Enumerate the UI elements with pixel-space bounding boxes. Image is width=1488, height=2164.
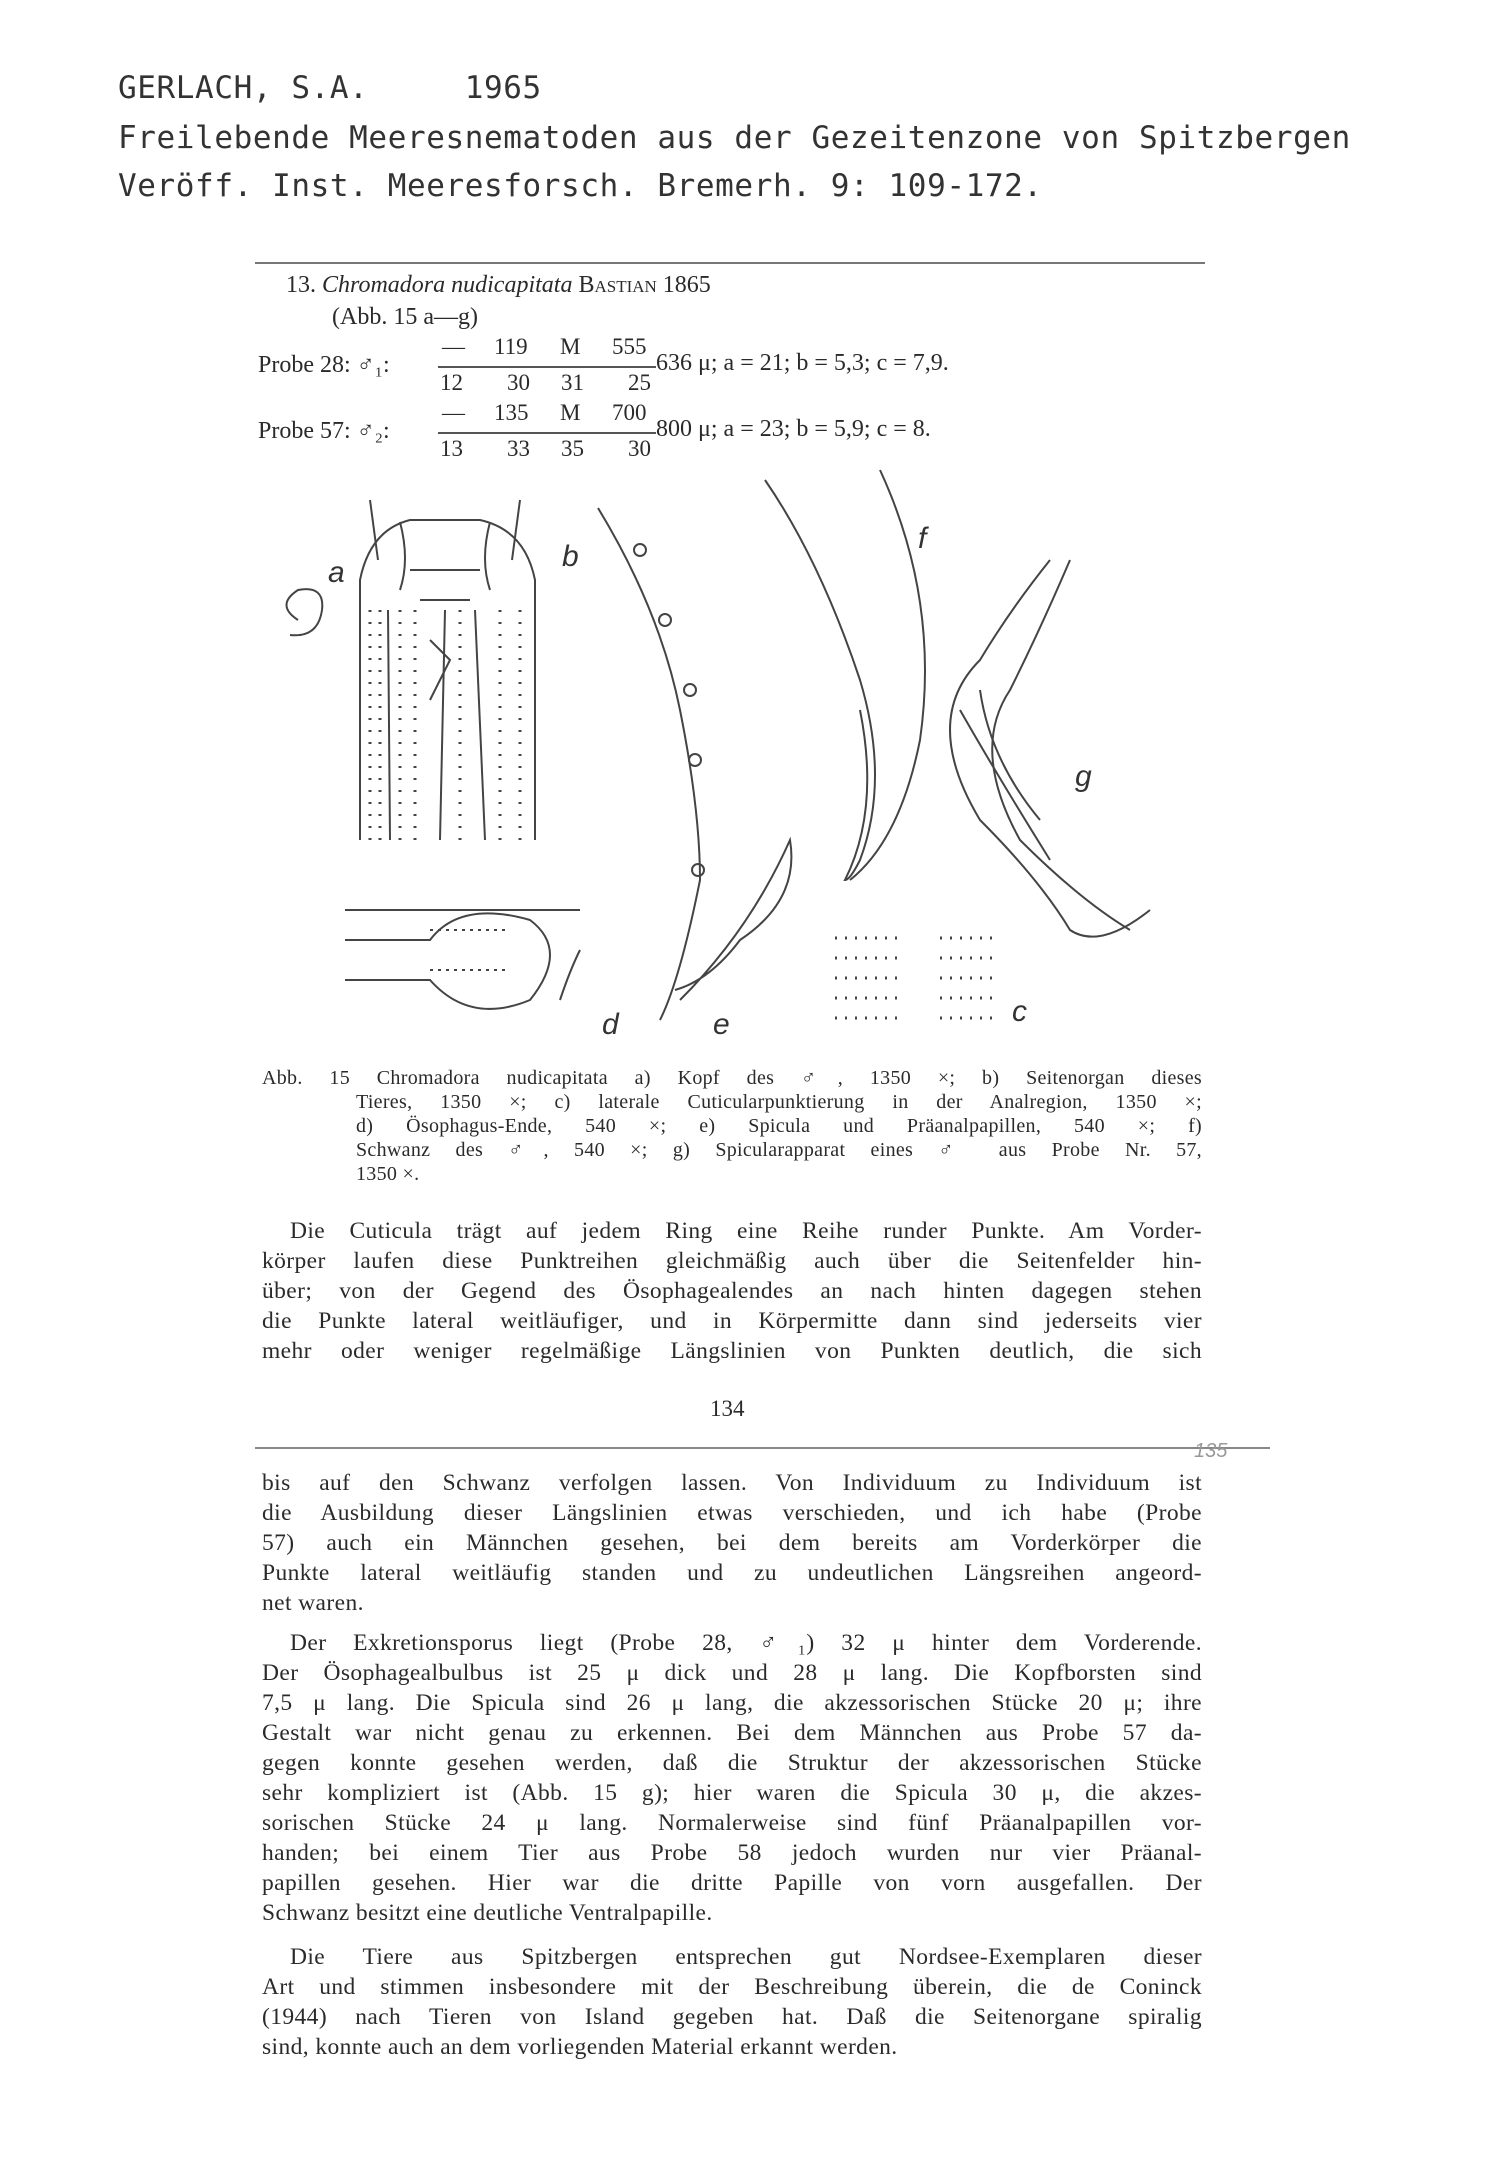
page-number: 134 xyxy=(710,1396,745,1421)
probe-label: Probe 28: ♂₁: xyxy=(258,352,390,378)
text-line: papillen gesehen. Hier war die dritte Papille von vorn ausgefallen. Der xyxy=(262,1870,1202,1896)
caption-line: Abb. 15 Chromadora nudicapitata a) Kopf des ♂, 1350 ×; b) Seitenorgan dieses xyxy=(262,1067,1202,1089)
page1-paragraph xyxy=(262,1216,1202,1366)
text-line: sind, konnte auch an dem vorliegenden Material erkannt werden. xyxy=(262,2034,898,2060)
head-drawing-a xyxy=(360,500,535,840)
caption-line: Schwanz des ♂, 540 ×; g) Spicularapparat eines ♂ aus Probe Nr. 57, xyxy=(356,1139,1202,1161)
formula-bottom: 30 xyxy=(507,370,530,395)
page2-paragraph-1 xyxy=(262,1468,1202,1618)
caption-line: d) Ösophagus-Ende, 540 ×; e) Spicula und Präanalpapillen, 540 ×; f) xyxy=(356,1115,1202,1137)
spicular-apparatus-drawing-g xyxy=(950,560,1150,937)
text-line: handen; bei einem Tier aus Probe 58 jedoch wurden nur vier Präanal- xyxy=(262,1840,1202,1866)
panel-label-e: e xyxy=(713,1008,730,1041)
citation-journal: Veröff. Inst. Meeresforsch. Bremerh. 9: 109-172. xyxy=(118,168,1043,204)
formula-top: — xyxy=(442,334,465,359)
formula-bottom: 12 xyxy=(440,370,463,395)
text-line: bis auf den Schwanz verfolgen lassen. Von Individuum zu Individuum ist xyxy=(262,1470,1202,1496)
esophagus-drawing-d xyxy=(345,910,580,1009)
tail-drawing-e xyxy=(598,508,791,1020)
formula-bottom: 25 xyxy=(628,370,651,395)
caption-line: Tieres, 1350 ×; c) laterale Cuticularpunktierung in der Analregion, 1350 ×; xyxy=(356,1091,1202,1113)
text-line: sehr kompliziert ist (Abb. 15 g); hier waren die Spicula 30 μ, die akzes- xyxy=(262,1780,1202,1806)
caption-line: 1350 ×. xyxy=(356,1163,420,1185)
panel-label-a: a xyxy=(328,556,345,589)
formula-top: 119 xyxy=(494,334,528,359)
formula-top: 700 xyxy=(612,400,647,425)
formula-bottom: 35 xyxy=(561,436,584,461)
page2-paragraph-2 xyxy=(262,1628,1202,1928)
text-line: net waren. xyxy=(262,1590,364,1616)
panel-label-g: g xyxy=(1075,760,1092,793)
text-line: Gestalt war nicht genau zu erkennen. Bei dem Männchen aus Probe 57 da- xyxy=(262,1720,1202,1746)
text-line: Punkte lateral weitläufig standen und zu undeutlichen Längsreihen angeord- xyxy=(262,1560,1202,1586)
text-line: Art und stimmen insbesondere mit der Beschreibung überein, die de Coninck xyxy=(262,1974,1202,2000)
formula-bottom: 30 xyxy=(628,436,651,461)
text-line: die Punkte lateral weitläufiger, und in Körpermitte dann sind jederseits vier xyxy=(262,1308,1202,1334)
formula-top: M xyxy=(560,400,581,425)
formula-bottom: 33 xyxy=(507,436,530,461)
text-line: gegen konnte gesehen werden, daß die Struktur der akzessorischen Stücke xyxy=(262,1750,1202,1776)
text-line: über; von der Gegend des Ösophagealendes an nach hinten dagegen stehen xyxy=(262,1278,1202,1304)
formula-bottom: 13 xyxy=(440,436,463,461)
formula-top: M xyxy=(560,334,581,359)
formula-top: 135 xyxy=(494,400,529,425)
page2-paragraph-3 xyxy=(262,1942,1202,2062)
text-line: die Ausbildung dieser Längslinien etwas verschieden, und ich habe (Probe xyxy=(262,1500,1202,1526)
text-line: Der Exkretionsporus liegt (Probe 28, ♂₁) 32 μ hinter dem Vorderende. xyxy=(290,1630,1202,1656)
citation-author-year: GERLACH, S.A. 1965 xyxy=(118,70,542,106)
species-number: 13. xyxy=(286,272,316,298)
measurement-values: 636 μ; a = 21; b = 5,3; c = 7,9. xyxy=(656,350,949,376)
formula-bottom: 31 xyxy=(561,370,584,395)
text-line: (1944) nach Tieren von Island gegeben hat. Daß die Seitenorgane spiralig xyxy=(262,2004,1202,2030)
citation-title: Freilebende Meeresnematoden aus der Gezeitenzone von Spitzbergen xyxy=(118,120,1351,156)
text-line: Die Tiere aus Spitzbergen entsprechen gut Nordsee-Exemplaren dieser xyxy=(290,1944,1202,1970)
panel-label-b: b xyxy=(562,540,579,573)
text-line: mehr oder weniger regelmäßige Längslinien von Punkten deutlich, die sich xyxy=(262,1338,1202,1364)
page-top-rule xyxy=(255,262,1205,264)
text-line: sorischen Stücke 24 μ lang. Normalerweise sind fünf Präanalpapillen vor- xyxy=(262,1810,1202,1836)
text-line: Schwanz besitzt eine deutliche Ventralpapille. xyxy=(262,1900,713,1926)
panel-label-d: d xyxy=(602,1008,619,1041)
panel-label-f: f xyxy=(918,522,927,555)
formula-top: 555 xyxy=(612,334,647,359)
figure-15-drawing xyxy=(280,460,1200,1060)
probe-label: Probe 57: ♂₂: xyxy=(258,418,390,444)
panel-label-c: c xyxy=(1012,995,1027,1028)
fraction-bar xyxy=(438,432,656,434)
cuticle-punctation-drawing-c xyxy=(835,938,1000,1018)
text-line: Die Cuticula trägt auf jedem Ring eine Reihe runder Punkte. Am Vorder- xyxy=(290,1218,1202,1244)
text-line: 7,5 μ lang. Die Spicula sind 26 μ lang, die akzessorischen Stücke 20 μ; ihre xyxy=(262,1690,1202,1716)
page-break-rule xyxy=(255,1447,1270,1449)
species-name: Chromadora nudicapitata xyxy=(322,272,573,298)
text-line: Der Ösophagealbulbus ist 25 μ dick und 28 μ lang. Die Kopfborsten sind xyxy=(262,1660,1202,1686)
fraction-bar xyxy=(438,366,656,368)
figure-caption xyxy=(262,1066,1202,1186)
lateral-organ-drawing-b xyxy=(287,589,323,635)
text-line: 57) auch ein Männchen gesehen, bei dem bereits am Vorderkörper die xyxy=(262,1530,1202,1556)
text-line: körper laufen diese Punktreihen gleichmäßig auch über die Seitenfelder hin- xyxy=(262,1248,1202,1274)
species-heading xyxy=(286,272,711,299)
species-authority: Bastian 1865 xyxy=(578,272,711,298)
formula-top: — xyxy=(442,400,465,425)
measurement-values: 800 μ; a = 23; b = 5,9; c = 8. xyxy=(656,416,931,442)
figure-reference: (Abb. 15 a—g) xyxy=(332,304,478,330)
handwritten-page-number: 135 xyxy=(1194,1440,1228,1462)
tail-drawing-f xyxy=(765,470,925,880)
